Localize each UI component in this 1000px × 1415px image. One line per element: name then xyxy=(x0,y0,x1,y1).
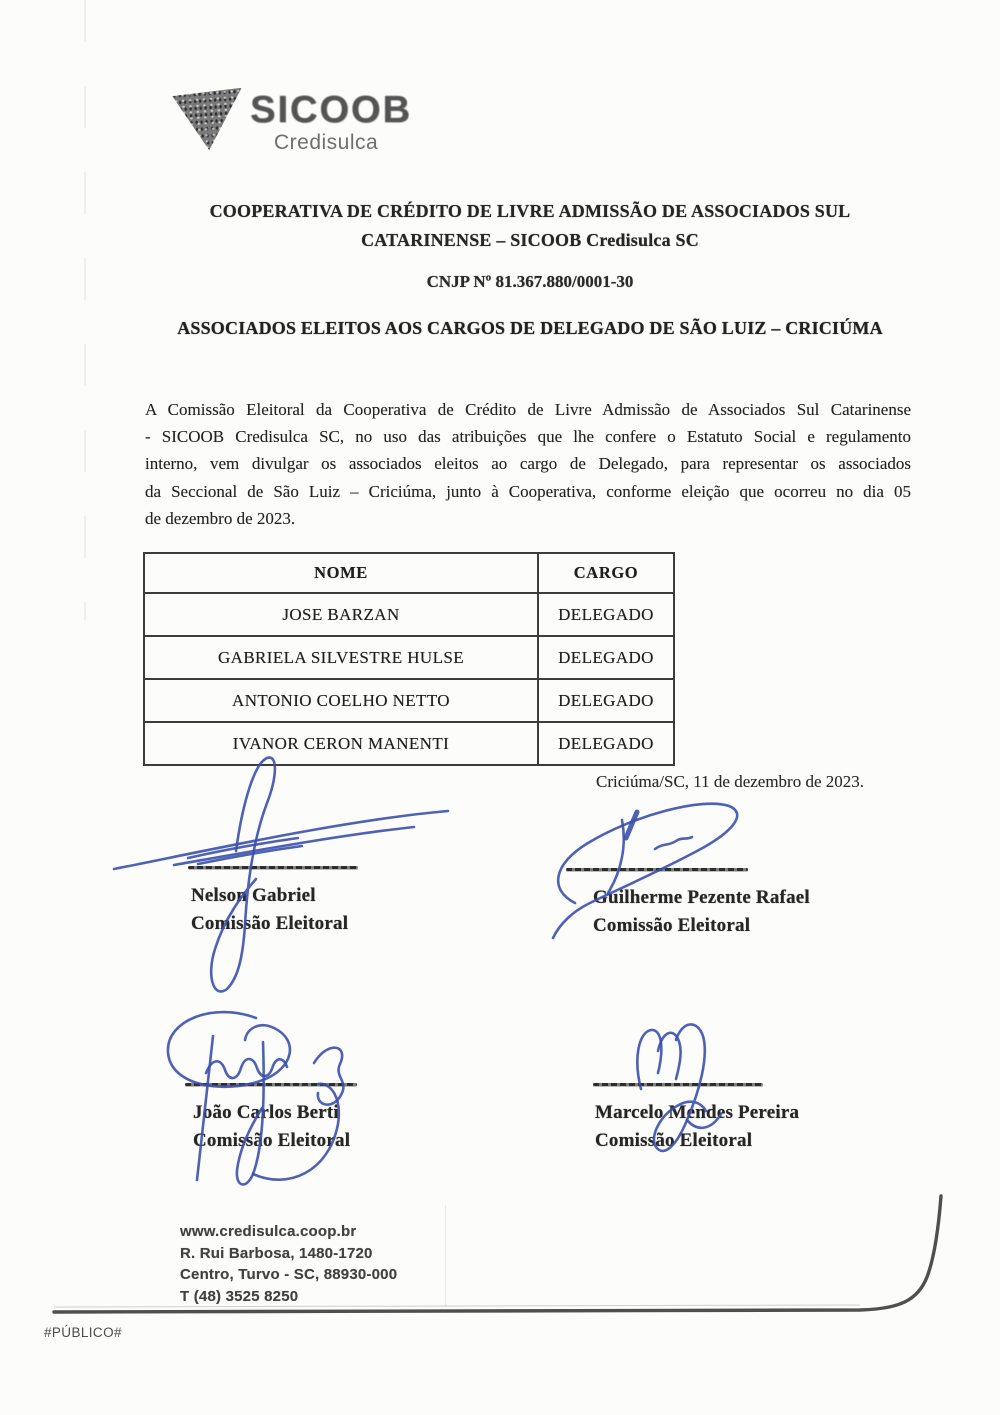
body-paragraph xyxy=(145,396,911,532)
paragraph-line: de dezembro de 2023. xyxy=(145,508,296,528)
table-row xyxy=(144,679,674,722)
footer-phone: T (48) 3525 8250 xyxy=(180,1287,299,1305)
col-header-cargo: CARGO xyxy=(538,553,674,593)
signature-line xyxy=(566,868,748,871)
signature-block-4 xyxy=(595,1099,799,1155)
footer-website: www.credisulca.coop.br xyxy=(180,1223,357,1240)
cnpj-line: CNJP Nº 81.367.880/0001-30 xyxy=(426,272,634,291)
sicoob-triangle-icon xyxy=(172,88,248,153)
signer-name: Guilherme Pezente Rafael xyxy=(593,887,810,908)
signer-role: Comissão Eleitoral xyxy=(595,1130,753,1151)
cell-nome: ANTONIO COELHO NETTO xyxy=(144,679,538,722)
logo-sub-text: Credisulca xyxy=(274,131,379,154)
signer-name: João Carlos Berti xyxy=(193,1102,339,1123)
signature-block-1 xyxy=(191,882,348,938)
signature-line xyxy=(593,1083,763,1086)
col-header-nome: NOME xyxy=(144,553,538,593)
signer-name: Nelson Gabriel xyxy=(191,885,316,906)
scan-artifact-left-dash xyxy=(84,0,86,620)
paragraph-line: - SICOOB Credisulca SC, no uso das atribuições que lhe confere o Estatuto Social e regulamento xyxy=(145,427,911,447)
logo-brand-text: SICOOB xyxy=(250,89,412,131)
sicoob-logo xyxy=(168,84,412,168)
scan-artifact-vertical-line xyxy=(445,1205,446,1307)
cell-cargo: DELEGADO xyxy=(538,722,674,765)
classification-label: #PÚBLICO# xyxy=(44,1325,122,1340)
signer-name: Marcelo Mendes Pereira xyxy=(595,1102,800,1123)
paragraph-line: A Comissão Eleitoral da Cooperativa de Crédito de Livre Admissão de Associados Sul Catarinense xyxy=(145,400,911,419)
table-row xyxy=(144,722,674,765)
signature-ink-nelson xyxy=(114,758,448,992)
document-title-line1: COOPERATIVA DE CRÉDITO DE LIVRE ADMISSÃO DE ASSOCIADOS SUL xyxy=(209,201,851,221)
table-header-row xyxy=(144,553,674,593)
signer-role: Comissão Eleitoral xyxy=(593,915,751,936)
document-title-line2: CATARINENSE – SICOOB Credisulca SC xyxy=(361,230,699,250)
subject-heading: ASSOCIADOS ELEITOS AOS CARGOS DE DELEGADO DE SÃO LUIZ – CRICIÚMA xyxy=(177,318,883,338)
cell-cargo: DELEGADO xyxy=(538,636,674,679)
cell-nome: GABRIELA SILVESTRE HULSE xyxy=(144,636,538,679)
cell-cargo: DELEGADO xyxy=(538,593,674,636)
signer-role: Comissão Eleitoral xyxy=(191,913,349,934)
dateline: Criciúma/SC, 11 de dezembro de 2023. xyxy=(596,772,865,791)
paragraph-line: interno, vem divulgar os associados eleitos ao cargo de Delegado, para representar os associados xyxy=(145,454,911,474)
cell-cargo: DELEGADO xyxy=(538,679,674,722)
cell-nome: IVANOR CERON MANENTI xyxy=(144,722,538,765)
footer-address-line1: R. Rui Barbosa, 1480-1720 xyxy=(180,1244,373,1262)
document-title xyxy=(55,197,1000,255)
signature-line xyxy=(185,1083,357,1086)
cell-nome: JOSE BARZAN xyxy=(144,593,538,636)
table-row xyxy=(144,593,674,636)
signature-line xyxy=(188,866,358,869)
signature-block-2 xyxy=(593,884,810,940)
signer-role: Comissão Eleitoral xyxy=(193,1130,351,1151)
table-row xyxy=(144,636,674,679)
footer-address-line2: Centro, Turvo - SC, 88930-000 xyxy=(180,1266,398,1283)
delegates-table xyxy=(143,552,675,766)
paragraph-line: da Seccional de São Luiz – Criciúma, junto à Cooperativa, conforme eleição que ocorreu no dia 05 xyxy=(145,481,911,501)
signature-block-3 xyxy=(193,1099,350,1155)
footer-contact xyxy=(180,1221,397,1307)
